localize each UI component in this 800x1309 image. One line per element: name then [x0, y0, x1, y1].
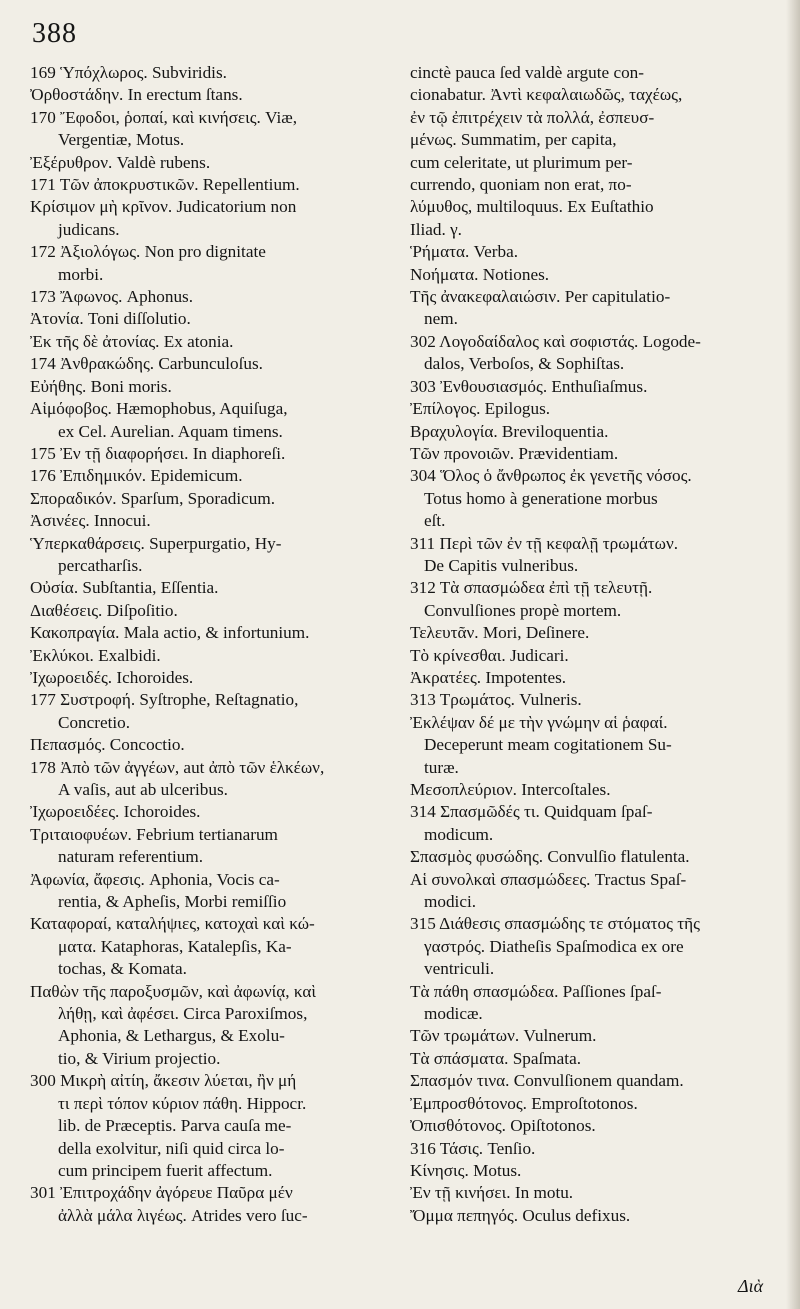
glossary-line: Μεσοπλεύριον. Intercoſtales. — [410, 780, 611, 799]
glossary-line: ἐν τῷ ἐπιτρέχειν τὰ πολλά, ἐσπευσ- — [410, 107, 655, 127]
glossary-line: Σποραδικόν. Sparſum, Sporadicum. — [30, 488, 276, 508]
glossary-line: Σπασμόν τινα. Convulſionem quandam. — [410, 1071, 684, 1091]
glossary-line: tio, & Virium projectio. — [58, 1048, 221, 1068]
glossary-line: cum principem fuerit affectum. — [58, 1160, 273, 1180]
glossary-line: 313 Τρωμάτος. Vulneris. — [410, 690, 582, 710]
glossary-line: Ἀφωνία, ἄφεσις. Aphonia, Vocis ca- — [30, 869, 280, 889]
glossary-line: Αἱ συνολκαὶ σπασμώδεες. Tractus Spaſ- — [410, 869, 687, 889]
glossary-line: Ἰχωροειδέες. Ichoroides. — [30, 802, 201, 822]
glossary-line: Τριταιοφυέων. Febrium tertianarum — [30, 824, 278, 844]
glossary-line: λύμυθος, multiloquus. Ex Euſtathio — [410, 197, 654, 217]
glossary-line: 314 Σπασμῶδές τι. Quidquam ſpaſ- — [410, 802, 653, 822]
glossary-line: Ἐκλέψαν δέ με τὴν γνώμην αἱ ῥαφαί. — [410, 712, 668, 732]
glossary-line: 312 Τὰ σπασμώδεα ἐπὶ τῇ τελευτῇ. — [410, 578, 653, 598]
glossary-line: Ἐν τῇ κινήσει. In motu. — [410, 1183, 574, 1203]
glossary-line: della exolvitur, niſi quid circa lo- — [58, 1138, 285, 1158]
glossary-line: Τὰ σπάσματα. Spaſmata. — [410, 1048, 581, 1068]
glossary-line: Διαθέσεις. Diſpoſitio. — [30, 600, 178, 620]
glossary-line: 300 Μικρὴ αἰτίη, ἄκεσιν λύεται, ἢν μή — [30, 1071, 297, 1091]
glossary-line: percatharſis. — [58, 555, 143, 575]
glossary-line: Ἐμπροσθότονος. Emproſtotonos. — [410, 1093, 638, 1113]
glossary-line: A vaſis, aut ab ulceribus. — [58, 780, 228, 799]
glossary-line: 316 Τάσις. Tenſio. — [410, 1138, 536, 1158]
glossary-line: Βραχυλογία. Breviloquentia. — [410, 421, 609, 441]
glossary-line: 174 Ἀνθρακώδης. Carbunculoſus. — [30, 354, 263, 374]
glossary-line: Πεπασμός. Concoctio. — [30, 735, 185, 755]
glossary-line: 304 Ὅλος ὁ ἄνθρωπος ἐκ γενετῆς νόσος. — [410, 466, 692, 486]
glossary-line: Ἀτονία. Toni diſſolutio. — [30, 309, 191, 329]
glossary-line: Αἱμόφοβος. Hæmophobus, Aquiſuga, — [30, 399, 288, 419]
glossary-line: rentia, & Apheſis, Morbi remiſſio — [58, 892, 287, 912]
glossary-line: Καταφοραί, καταλήψιες, κατοχαὶ καὶ κώ- — [30, 914, 315, 934]
glossary-line: Convulſiones propè mortem. — [424, 600, 622, 620]
glossary-line: Ὀπισθότονος. Opiſtotonos. — [410, 1116, 596, 1136]
glossary-line: 170 Ἔφοδοι, ῥοπαί, καὶ κινήσεις. Viæ, — [30, 107, 298, 127]
glossary-line: cionabatur. Ἀντὶ κεφαλαιωδῶς, ταχέως, — [410, 85, 683, 105]
glossary-line: Τὰ πάθη σπασμώδεα. Paſſiones ſpaſ- — [410, 981, 662, 1001]
glossary-line: Σπασμὸς φυσώδης. Convulſio flatulenta. — [410, 847, 690, 867]
glossary-line: turæ. — [424, 757, 459, 777]
glossary-line: Κακοπραγία. Mala actio, & infortunium. — [30, 623, 310, 643]
right-column — [410, 62, 770, 1227]
glossary-line: Ῥήματα. Verba. — [410, 242, 519, 262]
glossary-line: ἀλλὰ μάλα λιγέως. Atrides vero ſuc- — [58, 1205, 308, 1225]
glossary-line: 171 Τῶν ἀποκρυστικῶν. Repellentium. — [30, 175, 300, 195]
glossary-line: Vergentiæ, Motus. — [58, 130, 185, 150]
glossary-line: currendo, quoniam non erat, πο- — [410, 175, 632, 195]
glossary-line: γαστρός. Diatheſis Spaſmodica ex ore — [424, 936, 684, 956]
glossary-line: 301 Ἐπιτροχάδην ἀγόρευε Παῦρα μέν — [30, 1183, 293, 1203]
glossary-line: cinctè pauca ſed valdè argute con- — [410, 63, 644, 82]
glossary-line: Κίνησις. Motus. — [410, 1160, 522, 1180]
glossary-line: ex Cel. Aurelian. Aquam timens. — [58, 421, 283, 441]
glossary-line: 315 Διάθεσις σπασμώδης τε στόματος τῆς — [410, 914, 700, 934]
glossary-line: Concretio. — [58, 712, 131, 732]
glossary-line: Ἐξέρυθρον. Valdè rubens. — [30, 152, 211, 172]
glossary-line: Ἐκλύκοι. Exalbidi. — [30, 645, 161, 665]
glossary-line: Ἐπίλογος. Epilogus. — [410, 399, 551, 419]
glossary-line: modici. — [424, 892, 477, 912]
glossary-line: Ἰχωροειδές. Ichoroides. — [30, 667, 194, 687]
glossary-line: Totus homo à generatione morbus — [424, 488, 658, 508]
glossary-line: 172 Ἀξιολόγως. Non pro dignitate — [30, 242, 266, 262]
glossary-line: dalos, Verboſos, & Sophiſtas. — [424, 354, 625, 374]
glossary-line: judicans. — [58, 219, 120, 239]
glossary-line: λήθῃ, καὶ ἀφέσει. Circa Paroxiſmos, — [58, 1004, 308, 1024]
glossary-line: modicum. — [424, 824, 494, 844]
glossary-line: Τῶν τρωμάτων. Vulnerum. — [410, 1026, 597, 1046]
glossary-line: nem. — [424, 309, 458, 329]
glossary-line: 303 Ἐνθουσιασμός. Enthuſiaſmus. — [410, 376, 648, 396]
glossary-line: Ἀσινέες. Innocui. — [30, 511, 151, 531]
glossary-line: tochas, & Komata. — [58, 959, 187, 979]
glossary-line: eſt. — [424, 511, 446, 531]
glossary-line: ventriculi. — [424, 959, 495, 979]
glossary-line: Ὀρθοστάδην. In erectum ſtans. — [30, 85, 243, 105]
glossary-line: Aphonia, & Lethargus, & Exolu- — [58, 1026, 285, 1046]
glossary-line: 173 Ἄφωνος. Aphonus. — [30, 287, 194, 307]
glossary-line: Τελευτᾶν. Mori, Deſinere. — [410, 623, 590, 643]
glossary-line: lib. de Præceptis. Parva cauſa me- — [58, 1116, 292, 1136]
catchword: Διὰ — [738, 1276, 764, 1296]
glossary-line: 302 Λογοδαίδαλος καὶ σοφιστάς. Logode- — [410, 331, 701, 351]
glossary-line: Ἐκ τῆς δὲ ἀτονίας. Ex atonia. — [30, 331, 234, 351]
glossary-line: morbi. — [58, 264, 104, 284]
glossary-line: μένως. Summatim, per capita, — [410, 130, 617, 150]
glossary-line: Νοήματα. Notiones. — [410, 264, 550, 284]
glossary-line: Ὄμμα πεπηγός. Oculus defixus. — [410, 1205, 631, 1225]
glossary-line: τι περὶ τόπον κύριον πάθη. Hippocr. — [58, 1093, 307, 1113]
glossary-line: 311 Περὶ τῶν ἐν τῇ κεφαλῇ τρωμάτων. — [410, 533, 679, 553]
page-number: 388 — [32, 18, 77, 49]
glossary-line: Κρίσιμον μὴ κρῖνον. Judicatorium non — [30, 197, 297, 217]
glossary-line: De Capitis vulneribus. — [424, 555, 579, 575]
glossary-line: 178 Ἀπὸ τῶν ἀγγέων, aut ἀπὸ τῶν ἑλκέων, — [30, 757, 325, 777]
page-gutter-shadow — [786, 0, 800, 1309]
glossary-line: Ὑπερκαθάρσεις. Superpurgatio, Hy- — [30, 533, 282, 553]
glossary-line: modicæ. — [424, 1004, 483, 1024]
glossary-line: naturam referentium. — [58, 847, 204, 867]
glossary-line: 176 Ἐπιδημικόν. Epidemicum. — [30, 466, 243, 486]
glossary-line: Iliad. γ. — [410, 219, 462, 239]
glossary-line: Εὐήθης. Boni moris. — [30, 376, 172, 396]
glossary-line: Τῆς ἀνακεφαλαιώσιν. Per capitulatio- — [410, 287, 671, 307]
glossary-line: Οὐσία. Subſtantia, Eſſentia. — [30, 578, 219, 598]
glossary-line: 177 Συστροφή. Syſtrophe, Reſtagnatio, — [30, 690, 299, 710]
glossary-line: 175 Ἐν τῇ διαφορήσει. In diaphoreſi. — [30, 443, 286, 463]
glossary-line: Ἀκρατέες. Impotentes. — [410, 667, 567, 687]
left-column — [30, 62, 400, 1227]
glossary-line: Παθὼν τῆς παροξυσμῶν, καὶ ἀφωνίᾳ, καὶ — [30, 981, 317, 1001]
glossary-line: ματα. Kataphoras, Katalepſis, Ka- — [58, 936, 292, 956]
glossary-line: Τὸ κρίνεσθαι. Judicari. — [410, 645, 569, 665]
glossary-line: Deceperunt meam cogitationem Su- — [424, 735, 672, 755]
glossary-line: Τῶν προνοιῶν. Prævidentiam. — [410, 443, 619, 463]
glossary-line: cum celeritate, ut plurimum per- — [410, 152, 633, 172]
glossary-line: 169 Ὑπόχλωρος. Subviridis. — [30, 63, 227, 82]
